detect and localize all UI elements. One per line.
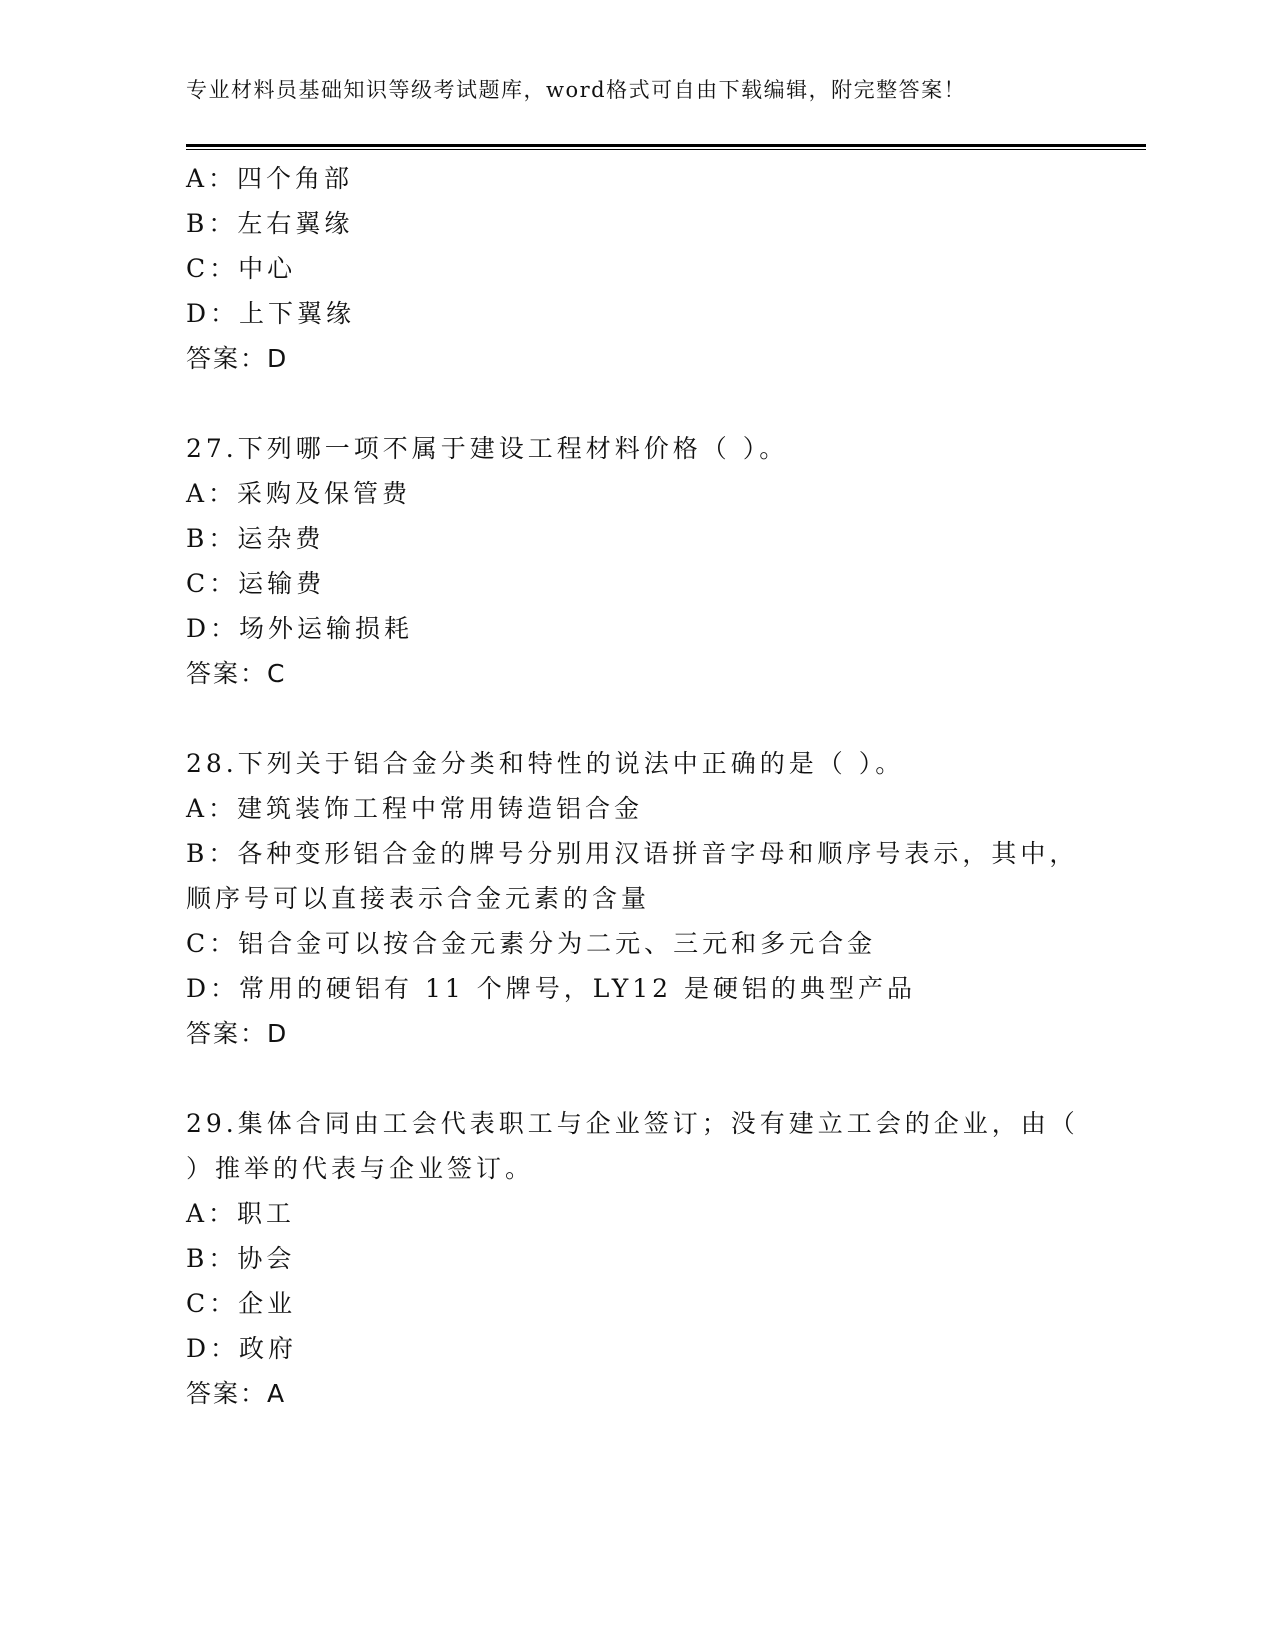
option-d: D：场外运输损耗: [186, 614, 414, 643]
option-b: B：左右翼缘: [186, 209, 354, 238]
answer: 答案：A: [186, 1379, 287, 1408]
option-a: A：四个角部: [186, 164, 354, 193]
option-c: C：中心: [186, 254, 297, 283]
spacer: [186, 696, 1086, 741]
header-rule-thin: [186, 149, 1146, 150]
option-b: B：运杂费: [186, 524, 325, 553]
option-d: D：常用的硬铝有 11 个牌号，LY12 是硬铝的典型产品: [186, 974, 917, 1003]
answer: 答案：D: [186, 1019, 289, 1048]
question-29: [186, 1101, 1086, 1416]
option-c: C：铝合金可以按合金元素分为二元、三元和多元合金: [186, 929, 877, 958]
option-c: C：企业: [186, 1289, 297, 1318]
question-content: [186, 156, 1086, 1416]
option-b: B：协会: [186, 1244, 296, 1273]
question-stem-continued: ）推举的代表与企业签订。: [186, 1154, 535, 1183]
answer: 答案：C: [186, 659, 287, 688]
option-a: A：职工: [186, 1199, 296, 1228]
option-b-continued: 顺序号可以直接表示合金元素的含量: [186, 884, 651, 913]
option-d: D：上下翼缘: [186, 299, 356, 328]
question-27: [186, 426, 1086, 696]
option-a: A：建筑装饰工程中常用铸造铝合金: [186, 794, 644, 823]
spacer: [186, 381, 1086, 426]
spacer: [186, 1056, 1086, 1101]
question-stem: 28.下列关于铝合金分类和特性的说法中正确的是（ ）。: [186, 749, 905, 778]
question-28: [186, 741, 1086, 1056]
option-b: B：各种变形铝合金的牌号分别用汉语拼音字母和顺序号表示，其中，: [186, 839, 1079, 868]
question-stem: 29.集体合同由工会代表职工与企业签订；没有建立工会的企业，由（: [186, 1109, 1079, 1138]
header-rule-thick: [186, 144, 1146, 147]
question-stem: 27.下列哪一项不属于建设工程材料价格（ ）。: [186, 434, 789, 463]
option-d: D：政府: [186, 1334, 298, 1363]
option-c: C：运输费: [186, 569, 326, 598]
question-26: [186, 156, 1086, 381]
option-a: A：采购及保管费: [186, 479, 412, 508]
page-header: 专业材料员基础知识等级考试题库，word格式可自由下载编辑，附完整答案！: [186, 78, 967, 102]
answer: 答案：D: [186, 344, 289, 373]
